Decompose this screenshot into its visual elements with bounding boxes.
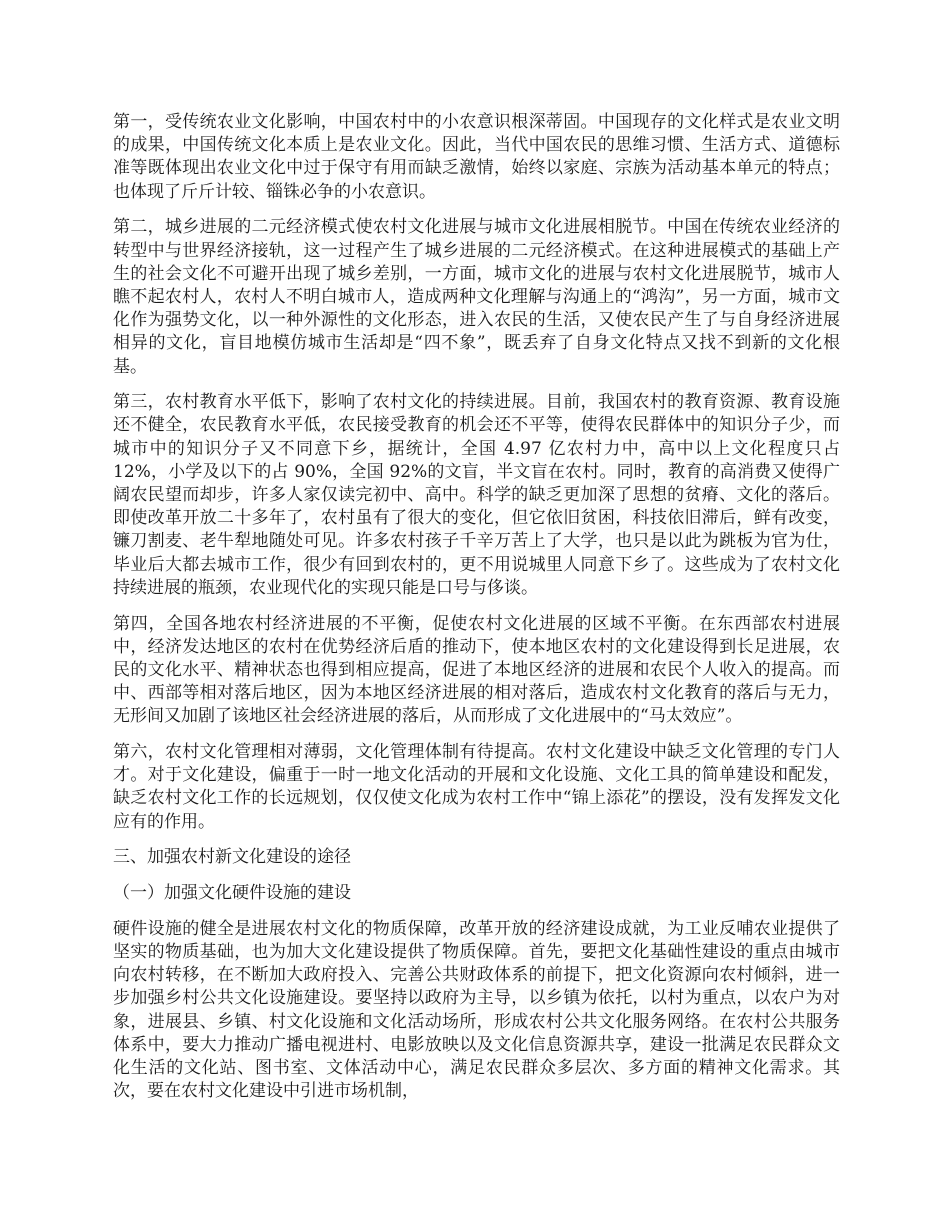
paragraph-hardware-facilities: 硬件设施的健全是进展农村文化的物质保障，改革开放的经济建设成就，为工业反哺农业提供了坚实的物质基础，也为加大文化建设提供了物质保障。首先，要把文化基础性建设的重点由城市向农村转移，在不断加大政府投入、完善公共财政体系的前提下，把文化资源向农村倾斜，进一步加强乡村公共文化设施建设。要坚持以政府为主导，以乡镇为依托，以村为重点，以农户为对象，进展县、乡镇、村文化设施和文化活动场所，形成农村公共文化服务网络。在农村公共服务体系中，要大力推动广播电视进村、电影放映以及文化信息资源共享，建设一批满足农民群众文化生活的文化站、图书室、文体活动中心，满足农民群众多层次、多方面的精神文化需求。其次，要在农村文化建设中引进市场机制， (113, 918, 840, 1102)
document-page (113, 111, 840, 1116)
section-heading: 三、加强农村新文化建设的途径 (113, 847, 351, 868)
paragraph-third: 第三，农村教育水平低下，影响了农村文化的持续进展。目前，我国农村的教育资源、教育设施还不健全，农民教育水平低，农民接受教育的机会还不平等，使得农民群体中的知识分子少，而城市中的知识分子又不同意下乡，据统计，全国 4.97 亿农村力中，高中以上文化程度只占 12%，小学及以下的占 90%，全国 92%的文盲，半文盲在农村。同时，教育的高消费又使得广阔农民望而却步，许多人家仅读完初中、高中。科学的缺乏更加深了思想的贫瘠、文化的落后。即使改革开放二十多年了，农村虽有了很大的变化，但它依旧贫困，科技依旧滞后，鲜有改变，镰刀割麦、老牛犁地随处可见。许多农村孩子千辛万苦上了大学，也只是以此为跳板为官为仕，毕业后大都去城市工作，很少有回到农村的，更不用说城里人同意下乡了。这些成为了农村文化持续进展的瓶颈，农业现代化的实现只能是口号与侈谈。 (113, 392, 840, 598)
subsection-heading: （一）加强文化硬件设施的建设 (113, 883, 351, 904)
paragraph-fourth: 第四，全国各地农村经济进展的不平衡，促使农村文化进展的区域不平衡。在东西部农村进展中，经济发达地区的农村在优势经济后盾的推动下，使本地区农村的文化建设得到长足进展，农民的文化水平、精神状态也得到相应提高，促进了本地区经济的进展和农民个人收入的提高。而中、西部等相对落后地区，因为本地区经济进展的相对落后，造成农村文化教育的落后与无力，无形间又加剧了该地区社会经济进展的落后，从而形成了文化进展中的“马太效应”。 (113, 613, 840, 727)
paragraph-second: 第二，城乡进展的二元经济模式使农村文化进展与城市文化进展相脱节。中国在传统农业经济的转型中与世界经济接轨，这一过程产生了城乡进展的二元经济模式。在这种进展模式的基础上产生的社会文化不可避开出现了城乡差别，一方面，城市文化的进展与农村文化进展脱节，城市人瞧不起农村人，农村人不明白城市人，造成两种文化理解与沟通上的“鸿沟”，另一方面，城市文化作为强势文化，以一种外源性的文化形态，进入农民的生活，又使农民产生了与自身经济进展相异的文化，盲目地模仿城市生活却是“四不象”，既丢弃了自身文化特点又找不到新的文化根基。 (113, 217, 840, 377)
paragraph-sixth: 第六，农村文化管理相对薄弱，文化管理体制有待提高。农村文化建设中缺乏文化管理的专门人才。对于文化建设，偏重于一时一地文化活动的开展和文化设施、文化工具的简单建设和配发，缺乏农村文化工作的长远规划，仅仅使文化成为农村工作中“锦上添花”的摆设，没有发挥发文化应有的作用。 (113, 742, 840, 832)
paragraph-first: 第一，受传统农业文化影响，中国农村中的小农意识根深蒂固。中国现存的文化样式是农业文明的成果，中国传统文化本质上是农业文化。因此，当代中国农民的思维习惯、生活方式、道德标准等既体现出农业文化中过于保守有用而缺乏激情，始终以家庭、宗族为活动基本单元的特点；也体现了斤斤计较、锱铢必争的小农意识。 (113, 112, 840, 202)
